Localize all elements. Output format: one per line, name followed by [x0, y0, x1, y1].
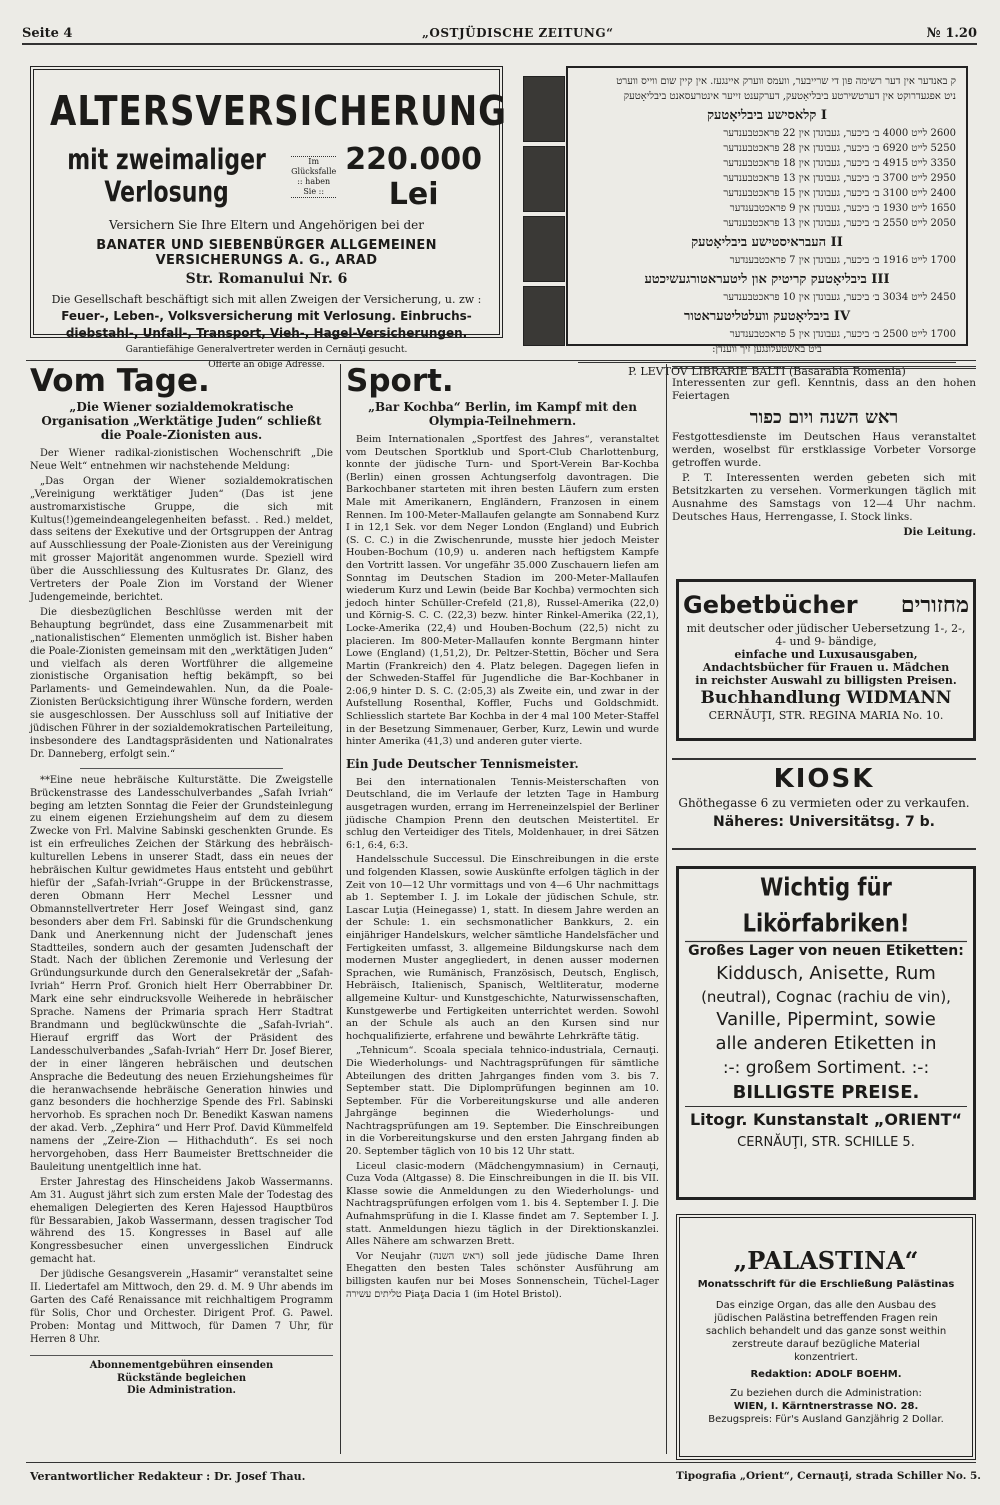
paragraph: Der jüdische Gesangsverein „Hasamir“ veranstaltet seine II. Liedertafel am Mittwoch, den 29. d. M. 9 Uhr abends im Garten des Café Renaissance mit reichhaltigem Programm für Solis, Chor und Orchester. Dirigent Prof. G. Pawel. Proben: Montag und Mittwoch, für Damen 7 Uhr, für Herren 8 Uhr.: [30, 1269, 333, 1345]
newspaper-name: „OSTJÜDISCHE ZEITUNG“: [422, 26, 614, 40]
paragraph: „Das Organ der Wiener sozialdemokratischen „Vereinigung werktätiger Juden“ (Das ist jene austromarxistische Gruppe, die sich mit Kultus(!)gemeindeangelegenheiten befasst. . Red.) meldet, dass seitens der Exekutive und der Ortsgruppen der Antrag auf Ausschliessung der Poale-Zionisten aus der Vereinigung mit grosser Majorität angenommen wurde. Speziell wird über die Ausschliessung des Kultusrates Dr. Glanz, des Vertreters der Poale Zion im Vorstand der Wiener Judengemeinde, berichtet.: [30, 475, 333, 603]
gebet-hebrew: מחזורים: [900, 591, 969, 618]
kiosk-l1: Ghöthegasse 6 zu vermieten oder zu verkaufen.: [678, 796, 970, 810]
ad-line1: Versichern Sie Ihre Eltern und Angehörigen bei der: [108, 218, 425, 232]
heb-row: 2600 לייט 4000 ב׳ ביכער, געבונדן אין 22 פראכטבענדער: [723, 128, 956, 139]
pal-l2: Zu beziehen durch die Administration:: [730, 1388, 922, 1399]
lik-l2: (neutral), Cognac (rachiu de vin),: [701, 988, 951, 1006]
paragraph: Erster Jahrestag des Hinscheidens Jakob Wassermanns. Am 31. August jährt sich zum ersten Male der Todestag des ehemaligen Delegierten des Keren Hajessod Hauptbüros für Bessarabien, Jakob Wassermann, dessen tragischer Tod während des 15. Kongresses in Basel auf alle Kongressbesucher einen unvergesslichen Eindruck gemacht hat.: [30, 1176, 333, 1266]
paragraph: Liceul clasic-modern (Mädchengymnasium) in Cernauţi, Cuza Voda (Altgasse) 8. Die Einschreibungen in die II. bis VII. Klasse sowie die Anmeldungen zu den Wiederholungs- und Nachtragsprüfungen erfolgen vom 1. bis 4. September I. J. Die Aufnahmsprüfung in die I. Klasse findet am 7. September I. J. statt. Anmeldungen hiezu täglich in der Direktionskanzlei. Alles Nähere am schwarzen Brett.: [346, 1160, 659, 1248]
paragraph: Beim Internationalen „Sportfest des Jahres“, veranstaltet vom Deutschen Sportklub und Sport-Club Charlottenburg, konnte der jüdische Turn- und Sport-Verein Bar-Kochba (Berlin) einen grossen Achtungserfolg davontragen. Die Barkochbaner starteten mit ihren besten Läufern zum ersten Male mit Amerikanern, Engländern, Franzosen in einem Rennen. Im 100-Meter-Mallaufen gelangte am Sonnabend Kurz I in 12,1 Sek. vor dem Neger London (England) und Eubrich (S. C. C.) in die Zwischenrunde, musste hier jedoch Meister Houben-Bochum (10,9) u. anderen nach heftigstem Kampfe den Vortritt lassen. Vor ungefähr 35.000 Zuschauern liefen am Sonntag im Deutschen Stadion im 200-Meter-Mallaufen wiederum Kurz und Lewin (beide Bar Kochba) vermochten sich jedoch hinter Schüller-Crefeld (21,8), Russel-Amerika (22,0) und Körnig-S. C. C. (22,3) bezw. hinter Rinkel-Amerika (22,1), Locke-Amerika (22,4) und Houben-Bochum (22,5) nicht zu placieren. Im 800-Meter-Mallaufen konnte Bergmann hinter Lowe (England) (1,51,2), Dr. Peltzer-Stettin, Böcher und Sera Martin (Frankreich) den 4. Platz belegen. Dagegen liefen in der Schweden-Staffel für Jugendliche die Bar-Kochbaner in 2:06,9 hinter D. S. C. (2:05,3) als Zweite ein, und zwar in der Aufstellung Rosenthal, Koffler, Fuchs und Goldschmidt. Schliesslich startete Bar Kochba in der 4 mal 100 Meter-Staffel in der Besetzung Simmenauer, Gerber, Kurz, Lewin und wurde hinter Amerika (41,3) und anderen guter vierte.: [346, 434, 659, 748]
heb-row: 2400 לייט 3100 ב׳ ביכער, געבונדן אין 15 פראכטבענדער: [723, 188, 956, 199]
abo-line2: Rückstände begleichen: [116, 1372, 247, 1384]
gebet-title: Gebetbücher: [683, 591, 858, 619]
lik-l4: alle anderen Etiketten in: [715, 1033, 937, 1054]
ad-b2: diebstahl-, Unfall-, Transport, Vieh-, Hagel-Versicherungen.: [65, 326, 468, 340]
ad-palastina: [676, 1214, 976, 1460]
paragraph: Der Wiener radikal-zionistischen Wochenschrift „Die Neue Welt“ entnehmen wir nachstehende Meldung:: [30, 448, 333, 472]
lik-firm: Litogr. Kunstanstalt „ORIENT“: [685, 1106, 967, 1133]
heb-footer1: ביט באשטעלונגען זיך ווענדן:: [712, 344, 822, 355]
heb-row: 1650 לייט 1930 ב׳ ביכער, געבונדן אין 9 פראכטבענדער: [729, 203, 956, 214]
ad-company: BANATER UND SIEBENBÜRGER ALLGEMEINEN VERSICHERUNGS A. G., ARAD: [96, 238, 437, 268]
column-rule-1: [340, 364, 341, 1454]
paragraph: Vor Neujahr (ראש השנה) soll jede jüdische Dame Ihren Ehegatten den besten Tales schönster Ausführung am billigsten kaufen nur bei Moses Sonnenschein, Tüchel-Lager טליתים עשירה Piaţa Dacia 1 (im Hotel Bristol).: [346, 1250, 660, 1300]
ad-small-box: [291, 156, 336, 198]
gebet-l3: Andachtsbücher für Frauen u. Mädchen: [702, 661, 950, 674]
heb-row: 5250 לייט 6920 ב׳ ביכער, געבונדן אין 28 פראכטבענדער: [723, 143, 956, 154]
notice-line2: Festgottesdienste im Deutschen Haus veranstaltet werden, woselbst für erstklassige Vorbeter Vorsorge getroffen wurde.: [672, 431, 976, 469]
pal-sub: Monatsschrift für die Erschließung Palästinas: [697, 1279, 955, 1290]
article-heading-tennis: Ein Jude Deutscher Tennismeister.: [346, 756, 579, 771]
article-heading: „Bar Kochba“ Berlin, im Kampf mit den Olympia-Teilnehmern.: [368, 400, 637, 428]
notice-line1: Interessenten zur gefl. Kenntnis, dass an den hohen Feiertagen: [672, 377, 976, 402]
pal-l1: Das einzige Organ, das alle den Ausbau des jüdischen Palästina betreffenden Fragen rein sachlich behandelt und das ganze sonst weithin zerstreute darauf bezügliche Material konzentriert.: [705, 1300, 947, 1363]
lik-addr: CERNĂUŢI, STR. SCHILLE 5.: [737, 1135, 915, 1150]
heb-section-title: III ביבליאָטעק קריטיק און ליטעראטורגעשיכטע: [644, 272, 890, 287]
lik-sub: Großes Lager von neuen Etiketten:: [688, 943, 964, 959]
page-header: [22, 22, 977, 46]
column-vom-tage: [30, 364, 333, 1464]
issue-number: № 1.20: [926, 26, 977, 41]
kiosk-l2: Näheres: Universitätsg. 7 b.: [713, 814, 935, 830]
notice-sign: Die Leitung.: [903, 526, 976, 538]
kiosk-title: KIOSK: [773, 764, 875, 794]
masthead-sport: Sport.: [346, 363, 454, 399]
ad-altersversicherung: [30, 66, 508, 370]
heb-row: 2450 לייט 3034 ב׳ ביכער, געבונדן אין 10 פראכטבענדער: [723, 292, 956, 303]
lik-l1: Kiddusch, Anisette, Rum: [716, 963, 936, 984]
header-rule: [22, 43, 977, 45]
pal-red: Redaktion: ADOLF BOEHM.: [750, 1369, 902, 1380]
lik-title: Wichtig für Likörfabriken!: [685, 869, 967, 942]
section-rule: [26, 360, 976, 361]
gebet-addr: CERNĂUŢI, STR. REGINA MARIA No. 10.: [708, 709, 944, 722]
ad-g2: Offerte an obige Adresse.: [208, 360, 325, 370]
notice-high-holidays: [672, 366, 976, 562]
bar-3: [523, 216, 565, 282]
paragraph: **Eine neue hebräische Kulturstätte. Die Zweigstelle Brückenstrasse des Landesschulverbandes „Safah Ivriah“ beging am letzten Sonntag die Feier der Grundsteinlegung zu einem eigenen Erziehungsheim auf dem zu diesem Zwecke von Frl. Malvine Sabinski geschenkten Grunde. Es ist ein erfreuliches Zeichen der Stärkung des hebräisch-kulturellen Lebens in unserer Stadt, dass ein neues der hebräischen Kultur gewidmetes Haus entsteht und gebührt hiefür der „Safah-Ivriah“-Gruppe in der Brückenstrasse, deren Obmann Herr Mechel Lessner und Obmannstellvertreter Herr Josef Weingast sind, ganz besonders aber dem Frl. Sabinski für die Grundschenkung Dank und Anerkennung nicht der Judenschaft jenes Stadtteiles, sondern auch der gesamten Judenschaft der Stadt. Nach der üblichen Zeremonie und Verlesung der Gründungsurkunde durch den Generalsekretär der „Safah-Ivriah“ Herrn Prof. Gronich hielt Herr Oberrabbiner Dr. Mark eine sehr eindrucksvolle Weiherede in hebräischer Sprache. Namens der Primaria sprach Herr Stadtrat Brandmann und beglückwünschte die „Safah-Ivriah“. Hierauf ergriff das Wort der Präsident des Landesschulverbandes „Safah-Ivriah“ Herr Dr. Josef Bierer, der in einer längeren hebräischen und deutschen Ansprache die Bedeutung des neuen Erziehungsheimes für die heranwachsende hebräische Generation hinwies und ganz besonders die hochherzige Spende des Frl. Sabinski hervorhob. Es sprachen noch Dr. Benedikt Kaswan namens der akad. Verb. „Zephira“ und Herr Prof. David Kümmelfeld namens der „Zeire-Zion — Hithachduth“. Es sei noch hervorgehoben, dass Herr Baumeister Brettschneider die Bauleitung unentgeltlich inne hat.: [30, 774, 333, 1173]
pal-price: Bezugspreis: Für's Ausland Ganzjährig 2 Dollar.: [708, 1414, 944, 1425]
heb-intro-2: ניט אפגעדרוקט אין דערטשירטע ביבליאָטעק, דערקענט זייער אינטרעסאנט ביבליאָטעק: [623, 91, 956, 102]
heb-section-title: IV ביבליאָטעק וועלטליטעראטור: [683, 309, 851, 324]
ad-p1: Die Gesellschaft beschäftigt sich mit allen Zweigen der Versicherung, u. zw :: [51, 293, 482, 306]
pal-addr: WIEN, I. Kärntnerstrasse NO. 28.: [733, 1401, 919, 1412]
ad-hebrew-library: [566, 66, 968, 378]
abo-line3: Die Administration.: [127, 1385, 236, 1397]
abo-line1: Abonnementgebühren einsenden: [89, 1359, 274, 1371]
notice-hebrew: ראש השנה ויום כפור: [749, 407, 899, 428]
column-rule-2: [666, 364, 667, 1454]
ad-title: ALTERSVERSICHERUNG: [50, 88, 508, 136]
article-heading: „Die Wiener sozialdemokratische Organisation „Werktätige Juden“ schließt die Poale-Zionisten aus.: [41, 400, 322, 442]
abo-notice: [30, 1355, 333, 1399]
heb-row: 2050 לייט 2550 ב׳ ביכער, געבונדן אין 13 פראכטבענדער: [723, 218, 956, 229]
heb-footer2: P. LEVTOV LIBRARIE BALTI (Basarabia Romenia): [578, 362, 956, 378]
ad-mit-text: mit zweimaliger Verlosung: [67, 144, 266, 210]
gebet-l4: in reichster Auswahl zu billigsten Preisen.: [695, 674, 957, 687]
ad-small1: Im Glücksfalle: [291, 157, 337, 176]
ad-amount: 220.000 Lei: [345, 142, 482, 212]
pal-title: „PALASTINA“: [733, 1246, 919, 1275]
column-sport: [346, 364, 659, 1454]
decorative-bars: [523, 76, 563, 344]
ad-gebetbuecher: [676, 579, 976, 741]
bar-2: [523, 146, 565, 212]
ad-g1: Garantiefähige Generalvertreter werden in Cernăuţi gesucht.: [125, 345, 408, 355]
lik-l3: Vanille, Pipermint, sowie: [716, 1009, 936, 1030]
heb-section-title: I קלאסישע ביבליאָטעק: [707, 108, 827, 123]
heb-row: 1700 לייט 1916 ב׳ ביכער, געבונדן אין 7 פראכטבענדער: [729, 255, 956, 266]
masthead-vom-tage: Vom Tage.: [30, 363, 210, 399]
notice-line3: P. T. Interessenten werden gebeten sich mit Betsitzkarten zu versehen. Vormerkungen täglich mit Ausnahme des Samstags von 12—4 Uhr nachm. Deutsches Haus, Herrengasse, I. Stock links.: [672, 472, 976, 523]
heb-row: 1700 לייט 2500 ב׳ ביכער, געבונדן אין 5 פראכטבענדער: [729, 329, 956, 340]
ad-prize-row: [50, 142, 483, 212]
ad-small2: :: haben Sie ::: [297, 177, 331, 196]
lik-l5: :-: großem Sortiment. :-:: [722, 1058, 930, 1078]
footer-rule: [26, 1462, 976, 1463]
heb-intro-1: ק באנדער אין דער רשימה פון די שרייבער, וועמס ווערק איינגעז. אין קיין שום ווייס ווערט: [616, 76, 956, 87]
page-number: Seite 4: [22, 26, 73, 41]
ad-likoerfabriken: [676, 866, 976, 1200]
ad-street: Str. Romanului Nr. 6: [185, 271, 348, 287]
footer-printer: Tipografia „Orient“, Cernauţi, strada Schiller No. 5.: [676, 1470, 981, 1482]
bar-1: [523, 76, 565, 142]
paragraph: Handelsschule Successul. Die Einschreibungen in die erste und folgenden Klassen, sowie Auskünfte erfolgen täglich in der Zeit von 10—12 Uhr vormittags und von 4—6 Uhr nachmittags ab 1. September I. J. im Lokale der jüdischen Schule, str. Lascar Luţia (Heinegasse) 1, statt. In diesem Jahre werden an der Schule: 1. ein sechsmonatlicher Bankkurs, 2. ein einjähriger Handelskurs, welcher sämtliche Handelsfächer und Fertigkeiten umfasst, 3. allgemeine Bildungskurse nach dem modernen Muster angegliedert, in denen ausser modernen Sprachen, wie Rumänisch, Französisch, Deutsch, Englisch, Hebräisch, Italienisch, Spanisch, Weltliteratur, moderne allgemeine Kultur- und Kunstgeschichte, Naturwissenschaften, Kunstgewerbe und Fertigkeiten unterrichtet werden. Sowohl an der Schule als auch an den Kursen sind nur hochqualifizierte, erfahrene und bewährte Lehrkräfte tätig.: [346, 854, 659, 1042]
footer-editor: Verantwortlicher Redakteur : Dr. Josef Thau.: [30, 1470, 306, 1483]
gebet-l2: einfache und Luxusausgaben,: [734, 648, 918, 661]
gebet-title-row: [683, 588, 969, 622]
heb-row: 3350 לייט 4915 ב׳ ביכער, געבונדן אין 18 פראכטבענדער: [723, 158, 956, 169]
paragraph: Die diesbezüglichen Beschlüsse werden mit der Behauptung begründet, dass eine Zusammenarbeit mit „nationalistischen“ Elementen unmöglich ist. Bisher haben die Poale-Zionisten gemeinsam mit den „werktätigen Juden“ und vielfach als deren Wortführer die allgemeine zionistische Organisation heftig bekämpft, so bei Parlaments- und Gemeindewahlen. Nun, da die Poale-Zionisten Berücksichtigung ihrer Wünsche fordern, werden sie ausgeschlossen. Der Ausschluss soll auf Initiative der jüdischen Führer in der sozialdemokratischen Parteileitung, insbesondere des Landtagspräsidenten und Nationalrates Dr. Danneberg, erfolgt sein.“: [30, 606, 333, 760]
bar-4: [523, 286, 565, 346]
ad-b1: Feuer-, Leben-, Volksversicherung mit Verlosung. Einbruchs-: [61, 309, 472, 323]
heb-row: 2950 לייט 3700 ב׳ ביכער, געבונדן אין 13 פראכטבענדער: [723, 173, 956, 184]
gebet-l1: mit deutscher oder jüdischer Uebersetzung 1-, 2-, 4- und 9- bändige,: [686, 622, 966, 648]
ad-kiosk: [672, 758, 976, 850]
paragraph: Bei den internationalen Tennis-Meisterschaften von Deutschland, die im Verlaufe der letzten Tage in Hamburg ausgetragen wurden, errang im Herreneinzelspiel der Berliner jüdische Champion Prenn den deutschen Meistertitel. Er schlug den Verteidiger des Titels, Moldenhauer, in drei Sätzen 6:1, 6:4, 6:3.: [346, 776, 659, 851]
gebet-shop: Buchhandlung WIDMANN: [700, 688, 952, 708]
paragraph: „Tehnicum“. Scoala speciala tehnico-industriala, Cernauţi. Die Wiederholungs- und Nachtragsprüfungen für sämtliche Abteilungen des dritten Jahrganges finden vom 3. bis 7. September statt. Die Diplomprüfungen beginnen am 10. September. Für die Vorbereitungskurse und alle anderen Jahrgänge beginnen die Wiederholungs- und Nachtragsprüfungen am 19. September. Die Einschreibungen in die Vorbereitungskurse und den ersten Jahrgang finden ab 20. September täglich von 10 bis 12 Uhr statt.: [346, 1045, 659, 1158]
heb-section-title: II העבראיסטישע ביבליאָטעק: [691, 235, 843, 250]
article-divider: [80, 768, 283, 769]
lik-price: BILLIGSTE PREISE.: [732, 1082, 920, 1103]
